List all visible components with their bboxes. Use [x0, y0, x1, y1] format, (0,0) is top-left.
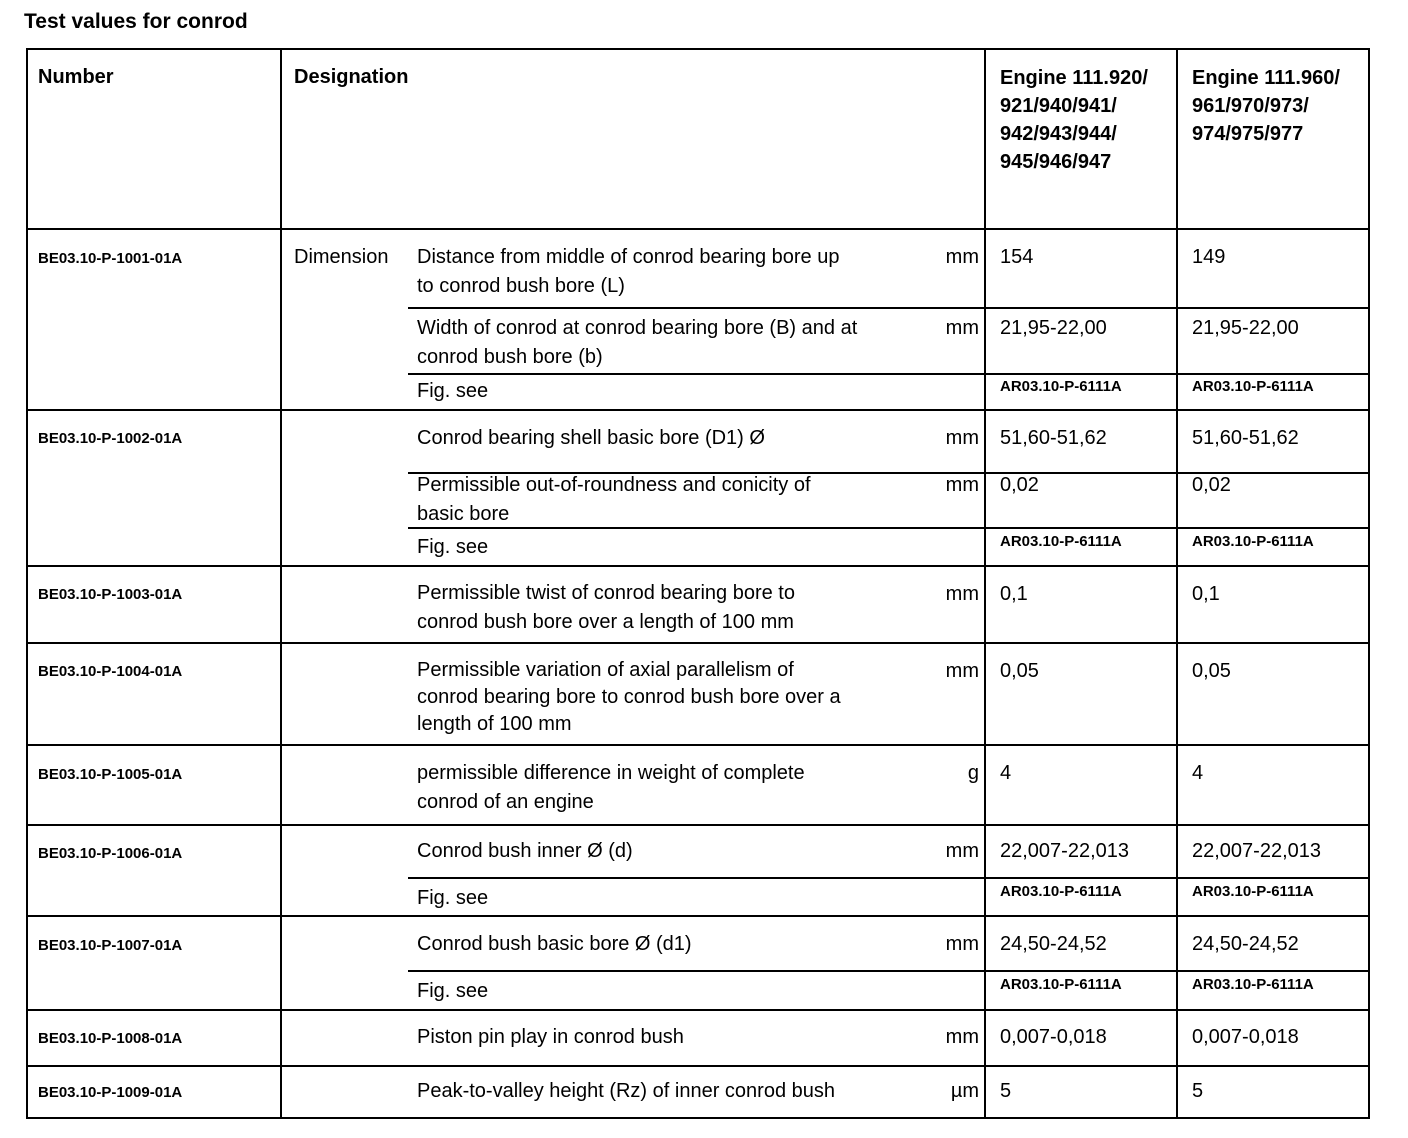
designation-text: Permissible out-of-roundness and conicity of basic bore — [417, 474, 811, 525]
value-engine-2: 0,05 — [1192, 660, 1231, 682]
header-engine-1: Engine 111.920/ 921/940/941/ 942/943/944/ 945/946/947 — [1000, 67, 1148, 173]
test-number: BE03.10-P-1004-01A — [38, 663, 183, 680]
figure-reference: AR03.10-P-6111A — [1192, 378, 1314, 395]
value-engine-2: 149 — [1192, 246, 1226, 268]
value-engine-2: 24,50-24,52 — [1192, 933, 1299, 955]
unit: mm — [945, 317, 979, 339]
unit: mm — [945, 840, 979, 862]
unit: mm — [945, 1026, 979, 1048]
value-engine-1: 0,05 — [1000, 660, 1039, 682]
test-number: BE03.10-P-1003-01A — [38, 586, 183, 603]
value-engine-2: 21,95-22,00 — [1192, 317, 1299, 339]
value-engine-1: 0,1 — [1000, 583, 1028, 605]
value-engine-2: 22,007-22,013 — [1192, 840, 1322, 862]
value-engine-1: 154 — [1000, 246, 1034, 268]
test-number: BE03.10-P-1005-01A — [38, 766, 183, 783]
value-engine-1: 4 — [1000, 762, 1012, 784]
designation-text: permissible difference in weight of complete conrod of an engine — [417, 762, 805, 813]
dimension-label: Dimension — [294, 246, 389, 268]
figure-reference: AR03.10-P-6111A — [1192, 533, 1314, 550]
test-values-table — [26, 48, 1370, 1119]
unit: mm — [945, 660, 979, 682]
unit: mm — [945, 246, 979, 268]
value-engine-2: 51,60-51,62 — [1192, 427, 1299, 449]
unit: mm — [945, 427, 979, 449]
designation-text: Peak-to-valley height (Rz) of inner conrod bush — [417, 1080, 835, 1102]
designation-text: Piston pin play in conrod bush — [417, 1026, 684, 1048]
designation-text: Permissible variation of axial parallelism of conrod bearing bore to conrod bush bore over a length of 100 mm — [417, 659, 841, 735]
test-number: BE03.10-P-1001-01A — [38, 250, 183, 267]
value-engine-1: 5 — [1000, 1080, 1012, 1102]
header-number: Number — [38, 66, 114, 88]
header-designation: Designation — [294, 66, 409, 88]
unit: µm — [950, 1080, 979, 1102]
unit: mm — [945, 933, 979, 955]
value-engine-1: 51,60-51,62 — [1000, 427, 1107, 449]
designation-text: Conrod bush inner Ø (d) — [417, 840, 633, 862]
header-engine-2: Engine 111.960/ 961/970/973/ 974/975/977 — [1192, 67, 1340, 145]
value-engine-2: 0,02 — [1192, 474, 1231, 496]
figure-reference: AR03.10-P-6111A — [1000, 533, 1122, 550]
test-number: BE03.10-P-1007-01A — [38, 937, 183, 954]
value-engine-2: 4 — [1192, 762, 1204, 784]
value-engine-1: 21,95-22,00 — [1000, 317, 1107, 339]
figure-reference: AR03.10-P-6111A — [1192, 976, 1314, 993]
test-number: BE03.10-P-1009-01A — [38, 1084, 183, 1101]
value-engine-2: 5 — [1192, 1080, 1204, 1102]
unit: g — [967, 762, 979, 784]
designation-text: Conrod bush basic bore Ø (d1) — [417, 933, 692, 955]
value-engine-1: 22,007-22,013 — [1000, 840, 1130, 862]
value-engine-1: 24,50-24,52 — [1000, 933, 1107, 955]
fig-see-label: Fig. see — [417, 536, 489, 558]
value-engine-2: 0,007-0,018 — [1192, 1026, 1299, 1048]
value-engine-1: 0,007-0,018 — [1000, 1026, 1107, 1048]
unit: mm — [945, 474, 979, 496]
designation-text: Width of conrod at conrod bearing bore (B) and at conrod bush bore (b) — [417, 317, 858, 368]
figure-reference: AR03.10-P-6111A — [1192, 883, 1314, 900]
fig-see-label: Fig. see — [417, 980, 489, 1002]
value-engine-1: 0,02 — [1000, 474, 1039, 496]
figure-reference: AR03.10-P-6111A — [1000, 378, 1122, 395]
value-engine-2: 0,1 — [1192, 583, 1220, 605]
designation-text: Permissible twist of conrod bearing bore to conrod bush bore over a length of 100 mm — [417, 582, 795, 633]
test-number: BE03.10-P-1002-01A — [38, 430, 183, 447]
test-number: BE03.10-P-1008-01A — [38, 1030, 183, 1047]
unit: mm — [945, 583, 979, 605]
test-number: BE03.10-P-1006-01A — [38, 845, 183, 862]
page-title: Test values for conrod — [24, 10, 248, 33]
designation-text: Conrod bearing shell basic bore (D1) Ø — [417, 427, 765, 449]
figure-reference: AR03.10-P-6111A — [1000, 976, 1122, 993]
fig-see-label: Fig. see — [417, 380, 489, 402]
figure-reference: AR03.10-P-6111A — [1000, 883, 1122, 900]
fig-see-label: Fig. see — [417, 887, 489, 909]
designation-text: Distance from middle of conrod bearing bore up to conrod bush bore (L) — [417, 246, 840, 297]
